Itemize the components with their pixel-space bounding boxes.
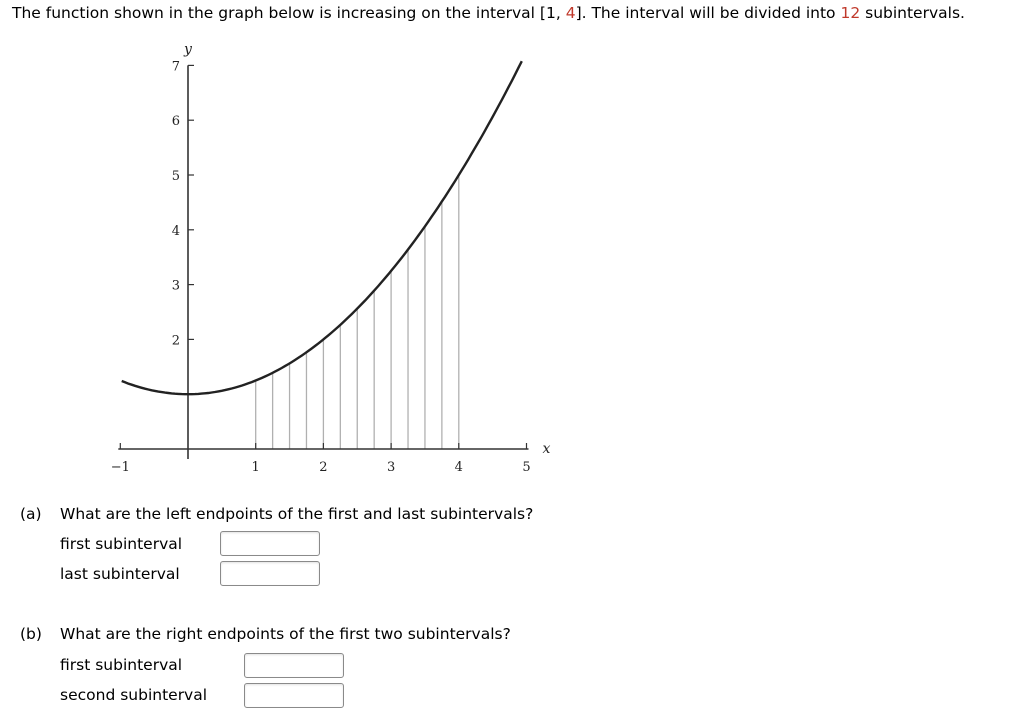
x-tick-label-4: 4: [454, 460, 463, 475]
intro-text-2: ]. The interval will be divided into: [575, 4, 841, 22]
x-tick-label-0: −1: [110, 460, 130, 475]
y-tick-label-1: 2: [171, 333, 180, 349]
part-a-first-input[interactable]: [220, 531, 320, 556]
part-a-question: [20, 505, 533, 523]
interval-open: [1,: [539, 4, 566, 22]
ticks: [111, 59, 531, 475]
y-tick-label-3: 4: [171, 223, 180, 239]
subinterval-lines: [256, 175, 459, 449]
x-tick-label-1: 1: [251, 460, 260, 475]
y-tick-label-4: 5: [171, 169, 180, 184]
part-b-text: What are the right endpoints of the first two subintervals?: [60, 625, 511, 643]
function-curve: [122, 61, 522, 394]
part-b-second-label: second subinterval: [60, 686, 208, 704]
y-tick-label-5: 6: [171, 114, 180, 130]
subinterval-count: 12: [840, 4, 861, 22]
x-tick-label-3: 3: [386, 460, 396, 475]
part-a-last-label: last subinterval: [60, 565, 180, 583]
part-b-first-label: first subinterval: [60, 656, 183, 674]
problem-statement: [12, 4, 965, 22]
y-axis-label: y: [184, 41, 192, 58]
part-a-text: What are the left endpoints of the first and last subintervals?: [60, 505, 534, 523]
x-tick-label-5: 5: [522, 460, 531, 475]
intro-text-1: The function shown in the graph below is increasing on the interval: [12, 4, 540, 22]
y-tick-label-6: 7: [171, 59, 180, 75]
part-a-last-input[interactable]: [220, 561, 320, 586]
x-tick-label-2: 2: [319, 460, 328, 475]
x-axis-label: x: [542, 441, 551, 457]
part-b-second-input[interactable]: [244, 683, 344, 708]
function-graph: [100, 40, 560, 480]
part-b-label: (b): [20, 625, 42, 643]
y-tick-label-2: 3: [171, 278, 180, 294]
part-b-first-input[interactable]: [244, 653, 344, 678]
interval-upper-bound: 4: [565, 4, 576, 22]
part-a-first-label: first subinterval: [60, 535, 183, 553]
intro-text-3: subintervals.: [860, 4, 965, 22]
part-a-label: (a): [20, 505, 42, 523]
part-b-question: [20, 625, 511, 643]
